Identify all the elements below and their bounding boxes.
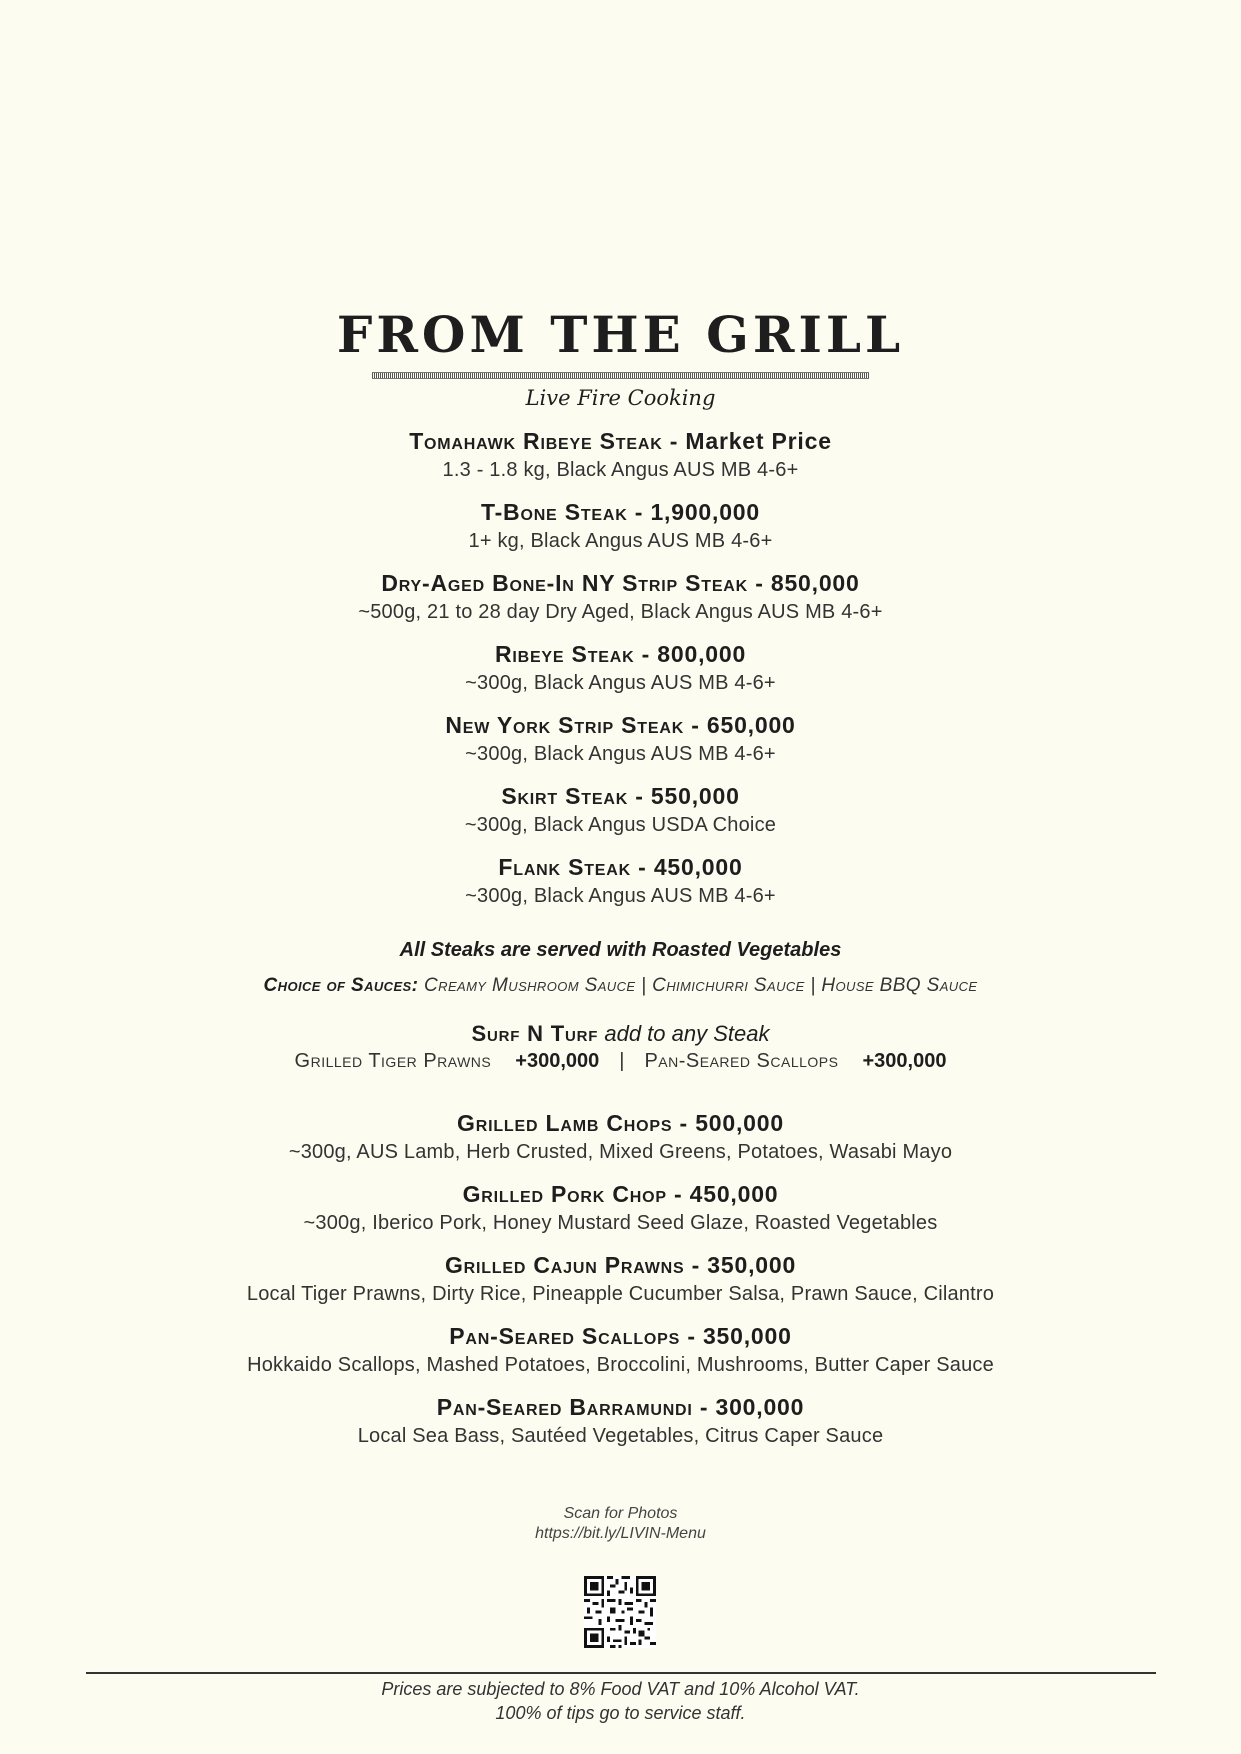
item-name: New York Strip Steak <box>445 712 685 738</box>
steak-note: All Steaks are served with Roasted Vegetables <box>399 939 842 961</box>
scan-info <box>0 1504 1241 1544</box>
addon-separator: | <box>619 1050 625 1072</box>
item-name-line <box>0 1392 1241 1422</box>
price-separator: - <box>684 1252 708 1278</box>
item-description: Hokkaido Scallops, Mashed Potatoes, Broccolini, Mushrooms, Butter Caper Sauce <box>247 1354 994 1376</box>
price-separator: - <box>662 428 686 454</box>
price-separator: - <box>628 783 651 809</box>
item-name-line <box>0 781 1241 811</box>
item-name: Flank Steak <box>498 854 631 880</box>
item-name-line <box>0 1250 1241 1280</box>
footer-notes <box>0 1677 1241 1725</box>
menu-item <box>0 426 1241 484</box>
item-name: Grilled Pork Chop <box>462 1181 667 1207</box>
item-description: Local Tiger Prawns, Dirty Rice, Pineapple Cucumber Salsa, Prawn Sauce, Cilantro <box>246 1283 995 1305</box>
item-description: ~300g, Black Angus USDA Choice <box>464 814 777 836</box>
price-separator: - <box>692 1394 716 1420</box>
item-name: Dry-Aged Bone-In NY Strip Steak <box>381 570 749 596</box>
item-price: 500,000 <box>695 1110 784 1136</box>
sauce-choices <box>0 972 1241 1000</box>
item-name: Grilled Lamb Chops <box>457 1110 673 1136</box>
menu-item <box>0 1250 1241 1308</box>
item-price: 300,000 <box>715 1394 805 1420</box>
item-price: 350,000 <box>702 1323 792 1349</box>
item-price: 650,000 <box>706 712 796 738</box>
surf-n-turf-heading <box>0 1019 1241 1049</box>
item-name-line <box>0 1321 1241 1351</box>
item-name-line <box>0 568 1241 598</box>
price-separator: - <box>748 570 771 596</box>
page-title: FROM THE GRILL <box>336 305 905 364</box>
page-subtitle: Live Fire Cooking <box>525 386 716 410</box>
surf-n-turf-addons <box>0 1047 1241 1075</box>
item-name: Skirt Steak <box>501 783 629 809</box>
item-description: Local Sea Bass, Sautéed Vegetables, Citrus Caper Sauce <box>357 1425 884 1447</box>
addon-name: Pan-Seared Scallops <box>644 1050 839 1072</box>
menu-item <box>0 568 1241 626</box>
item-price: 450,000 <box>653 854 743 880</box>
price-separator: - <box>684 712 707 738</box>
item-description: 1.3 - 1.8 kg, Black Angus AUS MB 4-6+ <box>442 459 799 481</box>
price-separator: - <box>680 1323 703 1349</box>
item-price: 350,000 <box>707 1252 797 1278</box>
item-name-line <box>0 426 1241 456</box>
price-separator: - <box>672 1110 696 1136</box>
menu-item <box>0 1179 1241 1237</box>
item-name-line <box>0 497 1241 527</box>
item-price: 800,000 <box>657 641 747 667</box>
menu-item <box>0 1392 1241 1450</box>
price-separator: - <box>630 854 654 880</box>
menu-item <box>0 710 1241 768</box>
title-underline <box>372 372 869 379</box>
item-description: ~300g, AUS Lamb, Herb Crusted, Mixed Greens, Potatoes, Wasabi Mayo <box>288 1141 953 1163</box>
surf-n-turf-name: Surf N Turf <box>471 1021 599 1046</box>
menu-item <box>0 1108 1241 1166</box>
item-description: ~300g, Black Angus AUS MB 4-6+ <box>465 672 776 694</box>
scan-label: Scan for Photos <box>563 1505 678 1522</box>
item-name: Pan-Seared Scallops <box>449 1323 681 1349</box>
sauce-options: Creamy Mushroom Sauce | Chimichurri Sauce | House BBQ Sauce <box>424 975 978 996</box>
item-name: Pan-Seared Barramundi <box>436 1394 693 1420</box>
item-description: 1+ kg, Black Angus AUS MB 4-6+ <box>468 530 773 552</box>
menu-item <box>0 852 1241 910</box>
item-name: T-Bone Steak <box>481 499 628 525</box>
item-description: ~300g, Iberico Pork, Honey Mustard Seed Glaze, Roasted Vegetables <box>303 1212 938 1234</box>
sauce-label: Choice of Sauces: <box>263 975 419 996</box>
menu-item <box>0 1321 1241 1379</box>
item-name-line <box>0 710 1241 740</box>
menu-item <box>0 781 1241 839</box>
item-description: ~500g, 21 to 28 day Dry Aged, Black Angus AUS MB 4-6+ <box>358 601 883 623</box>
item-price: 850,000 <box>770 570 860 596</box>
qr-code-icon[interactable] <box>584 1576 656 1648</box>
item-name: Ribeye Steak <box>494 641 635 667</box>
surf-n-turf-note: add to any Steak <box>604 1021 770 1046</box>
item-price: 450,000 <box>689 1181 779 1207</box>
tips-note: 100% of tips go to service staff. <box>495 1703 746 1723</box>
vat-note: Prices are subjected to 8% Food VAT and 10% Alcohol VAT. <box>381 1679 860 1699</box>
addon-price: +300,000 <box>862 1050 947 1072</box>
item-name-line <box>0 639 1241 669</box>
item-name-line <box>0 852 1241 882</box>
item-name: Grilled Cajun Prawns <box>444 1252 685 1278</box>
item-price: Market Price <box>685 428 832 454</box>
price-separator: - <box>666 1181 690 1207</box>
item-name-line <box>0 1108 1241 1138</box>
menu-url[interactable]: https://bit.ly/LIVIN-Menu <box>535 1525 706 1542</box>
menu-item <box>0 639 1241 697</box>
item-name: Tomahawk Ribeye Steak <box>409 428 663 454</box>
item-description: ~300g, Black Angus AUS MB 4-6+ <box>465 885 776 907</box>
addon-name: Grilled Tiger Prawns <box>294 1050 492 1072</box>
item-price: 550,000 <box>650 783 740 809</box>
footer-divider <box>86 1672 1156 1674</box>
item-price: 1,900,000 <box>650 499 760 525</box>
addon-price: +300,000 <box>515 1050 600 1072</box>
item-name-line <box>0 1179 1241 1209</box>
price-separator: - <box>634 641 658 667</box>
menu-item <box>0 497 1241 555</box>
price-separator: - <box>627 499 651 525</box>
item-description: ~300g, Black Angus AUS MB 4-6+ <box>465 743 776 765</box>
